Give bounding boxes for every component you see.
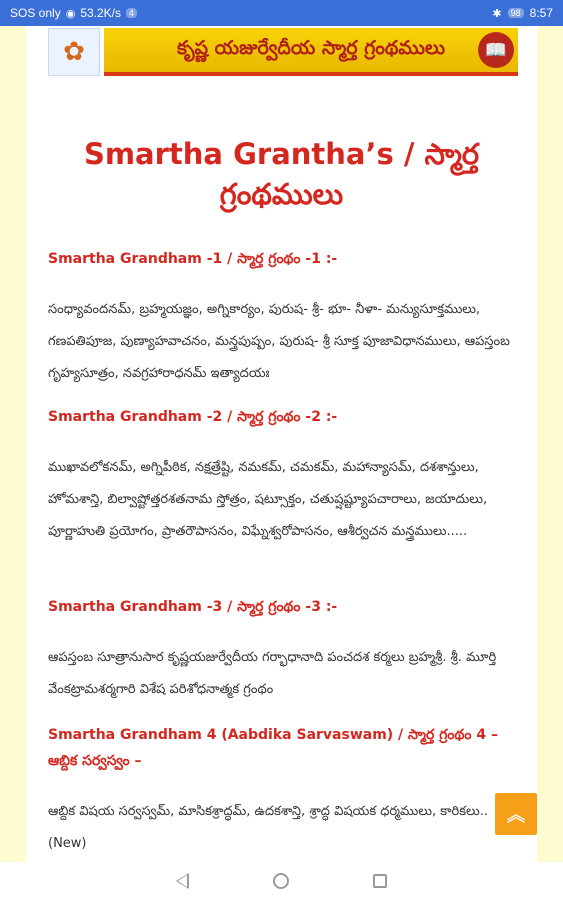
carrier-text: SOS only: [10, 6, 61, 20]
back-icon[interactable]: [176, 873, 189, 889]
section-1: [48, 246, 515, 390]
section-description: ముఖావలోకనమ్, అగ్నిపీఠిక, నక్షత్రేష్టి, నమకమ్, చమకమ్, మహాన్యాసమ్, దశశాన్తులు, హోమశాన్తి, బిల్వాష్టోత్తరశతనామ స్తోత్రం, షట్సూక్తం, చతుష్షష్ట్యూపచారాలు, జయాదులు, పూర్ణాహుతి ప్రయోగం, ప్రాతరౌపాసనం, విఘ్నేశ్వరోపాసనం, ఆశీర్వచన మన్త్రములు.....: [48, 460, 488, 539]
section-description: ఆపస్తంబ సూత్రానుసార కృష్ణయజుర్వేదీయ గర్భాధానాది పంచదశ కర్మలు బ్రహ్మశ్రీ. శ్రీ. మూర్తి వేంకట్రామశర్మగారి విశేష పరిశోధనాత్మక గ్రంథం: [48, 650, 497, 697]
section-4: [48, 722, 515, 860]
vibrate-icon: ✱: [492, 7, 502, 20]
network-speed: 53.2K/s: [80, 6, 122, 20]
scroll-to-top-button[interactable]: [495, 793, 537, 835]
book-icon: 📖: [478, 32, 514, 68]
section-2: [48, 404, 515, 548]
page-title: Smartha Grantha’s / స్మార్త గ్రంథములు: [83, 137, 480, 211]
section-description: సంధ్యావందనమ్, బ్రహ్మయజ్ఞం, అగ్నికార్యం, పురుష- శ్రీ- భూ- నీళా- మన్యుసూక్తములు, గణపతిపూజ, పుణ్యాహవాచనం, మన్త్రపుష్పం, పురుష- శ్రీ సూక్త పూజావిధానములు, ఆపస్తంబ గృహ్యసూత్రం, నవగ్రహారాధనమ్ ఇత్యాదయః: [48, 302, 510, 381]
page-content: [26, 26, 537, 862]
section-description: ఆబ్దిక విషయ సర్వస్వమ్, మాసికశ్రాద్ధమ్, ఉదకశాన్తి, శ్రాద్ధ విషయక ధర్మములు, కారికలు..(New): [48, 804, 488, 851]
section-heading[interactable]: Smartha Grandham -1 / స్మార్త గ్రంథం -1 :-: [48, 251, 338, 267]
section-3: [48, 594, 515, 706]
home-icon[interactable]: [273, 873, 289, 889]
section-heading[interactable]: Smartha Grandham 4 (Aabdika Sarvaswam) / స్మార్త గ్రంథం 4 – ఆబ్దిక సర్వస్వం –: [48, 727, 498, 769]
system-nav-bar: [0, 862, 563, 900]
site-header[interactable]: [48, 26, 537, 78]
status-bar: [0, 0, 563, 26]
site-banner[interactable]: [104, 28, 518, 76]
recents-icon[interactable]: [373, 874, 387, 888]
battery-icon: 98: [508, 8, 524, 18]
wifi-icon: ◉: [65, 7, 76, 20]
clock: 8:57: [529, 6, 553, 20]
notification-badge: 4: [126, 8, 137, 18]
chevron-up-double-icon: ︽: [507, 805, 525, 826]
site-title: కృష్ణ యజుర్వేదీయ స్మార్త గ్రంథములు: [176, 36, 446, 59]
section-heading[interactable]: Smartha Grandham -3 / స్మార్త గ్రంథం -3 :-: [48, 599, 338, 615]
deity-logo-icon[interactable]: ✿: [48, 28, 100, 76]
section-heading[interactable]: Smartha Grandham -2 / స్మార్త గ్రంథం -2 :-: [48, 409, 338, 425]
